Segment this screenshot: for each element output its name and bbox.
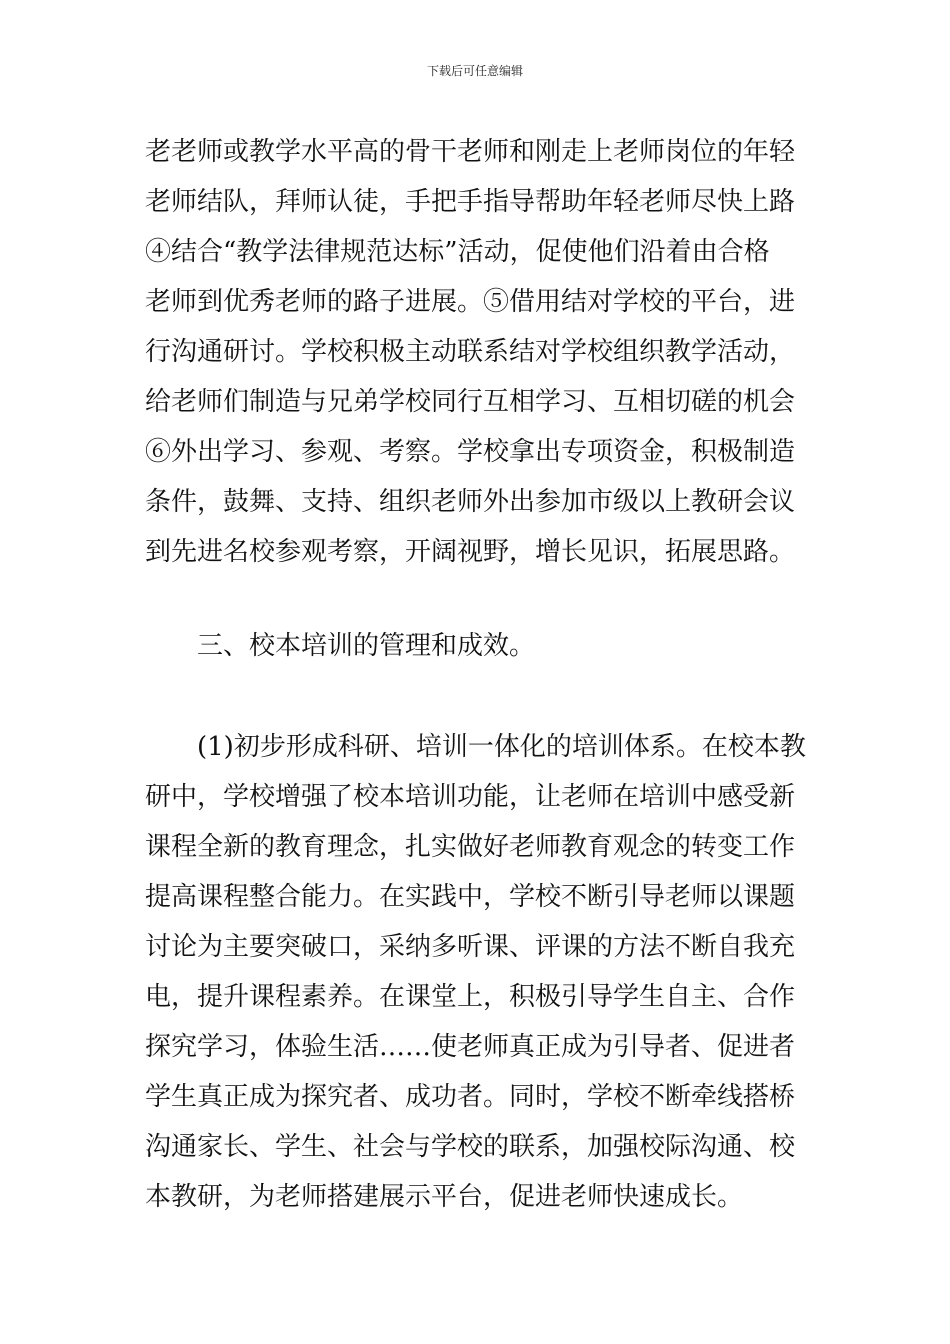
- paragraph-line: 提高课程整合能力。在实践中，学校不断引导老师以课题: [145, 882, 796, 912]
- paragraph-line: 探究学习，体验生活……使老师真正成为引导者、促进者: [145, 1032, 796, 1062]
- paragraph-line: (1)初步形成科研、培训一体化的培训体系。在校本教: [197, 732, 806, 762]
- paragraph-line: ⑥外出学习、参观、考察。学校拿出专项资金，积极制造: [145, 437, 796, 467]
- paragraph-line: 行沟通研讨。学校积极主动联系结对学校组织教学活动，: [145, 337, 796, 367]
- paragraph-line: 讨论为主要突破口，采纳多听课、评课的方法不断自我充: [145, 932, 796, 962]
- paragraph-line: 条件，鼓舞、支持、组织老师外出参加市级以上教研会议: [145, 487, 796, 517]
- paragraph-2: [145, 722, 810, 1222]
- page-header: 下载后可任意编辑: [426, 64, 523, 78]
- paragraph-line: 研中，学校增强了校本培训功能，让老师在培训中感受新: [145, 782, 796, 812]
- paragraph-1: [145, 127, 810, 577]
- paragraph-line: 给老师们制造与兄弟学校同行互相学习、互相切磋的机会: [145, 387, 796, 417]
- paragraph-line: 本教研，为老师搭建展示平台，促进老师快速成长。: [145, 1182, 744, 1212]
- paragraph-line: 到先进名校参观考察，开阔视野，增长见识，拓展思路。: [145, 537, 796, 567]
- paragraph-line: 学生真正成为探究者、成功者。同时，学校不断牵线搭桥: [145, 1082, 796, 1112]
- paragraph-line: 老师到优秀老师的路子进展。⑤借用结对学校的平台，进: [145, 287, 796, 317]
- paragraph-line: ④结合“教学法律规范达标”活动，促使他们沿着由合格: [145, 237, 770, 267]
- paragraph-line: 电，提升课程素养。在课堂上，积极引导学生自主、合作: [145, 982, 796, 1012]
- section-heading-text: 三、校本培训的管理和成效。: [197, 631, 536, 661]
- section-heading: [145, 621, 810, 671]
- paragraph-line: 课程全新的教育理念，扎实做好老师教育观念的转变工作: [145, 832, 796, 862]
- paragraph-line: 老师结队，拜师认徒，手把手指导帮助年轻老师尽快上路: [145, 187, 796, 217]
- paragraph-line: 老老师或教学水平高的骨干老师和刚走上老师岗位的年轻: [145, 137, 796, 167]
- paragraph-line: 沟通家长、学生、社会与学校的联系，加强校际沟通、校: [145, 1132, 796, 1162]
